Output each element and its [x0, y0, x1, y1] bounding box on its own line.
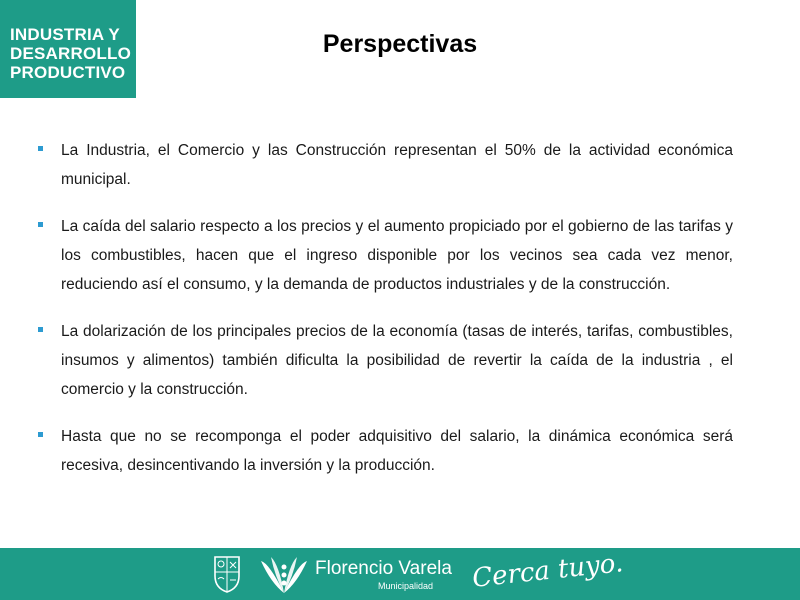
bullet-marker-icon	[38, 222, 43, 227]
slogan: Cerca tuyo.	[470, 548, 625, 594]
bullet-list	[36, 136, 733, 498]
brand-subtitle: Municipalidad	[378, 581, 434, 591]
section-badge	[0, 0, 136, 98]
bullet-item	[36, 212, 733, 299]
bullet-item	[36, 317, 733, 404]
flower-icon	[257, 553, 311, 595]
bullet-item	[36, 136, 733, 194]
bullet-item	[36, 422, 733, 480]
bullet-marker-icon	[38, 146, 43, 151]
shield-icon	[212, 554, 242, 594]
bullet-text: Hasta que no se recomponga el poder adquisitivo del salario, la dinámica económica será recesiva, desincentivando la inversión y la producción.	[61, 428, 733, 474]
section-badge-line-3: PRODUCTIVO	[10, 63, 126, 82]
bullet-marker-icon	[38, 432, 43, 437]
bullet-text: La caída del salario respecto a los precios y el aumento propiciado por el gobierno de las tarifas y los combustibles, hacen que el ingreso disponible por los vecinos sea cada vez menor, reduciendo así el consumo, y la demanda de productos industriales y de la construcción.	[61, 218, 733, 293]
section-badge-line-2: DESARROLLO	[10, 44, 131, 63]
footer-bar	[0, 548, 800, 600]
bullet-text: La dolarización de los principales precios de la economía (tasas de interés, tarifas, combustibles, insumos y alimentos) también dificulta la posibilidad de revertir la caída de la industria , el comercio y la construcción.	[61, 323, 733, 398]
brand-name: Florencio Varela	[315, 558, 452, 579]
bullet-marker-icon	[38, 327, 43, 332]
page-title: Perspectivas	[322, 30, 478, 58]
section-badge-line-1: INDUSTRIA Y	[10, 25, 120, 44]
bullet-text: La Industria, el Comercio y las Construcción representan el 50% de la actividad económica municipal.	[61, 142, 733, 188]
